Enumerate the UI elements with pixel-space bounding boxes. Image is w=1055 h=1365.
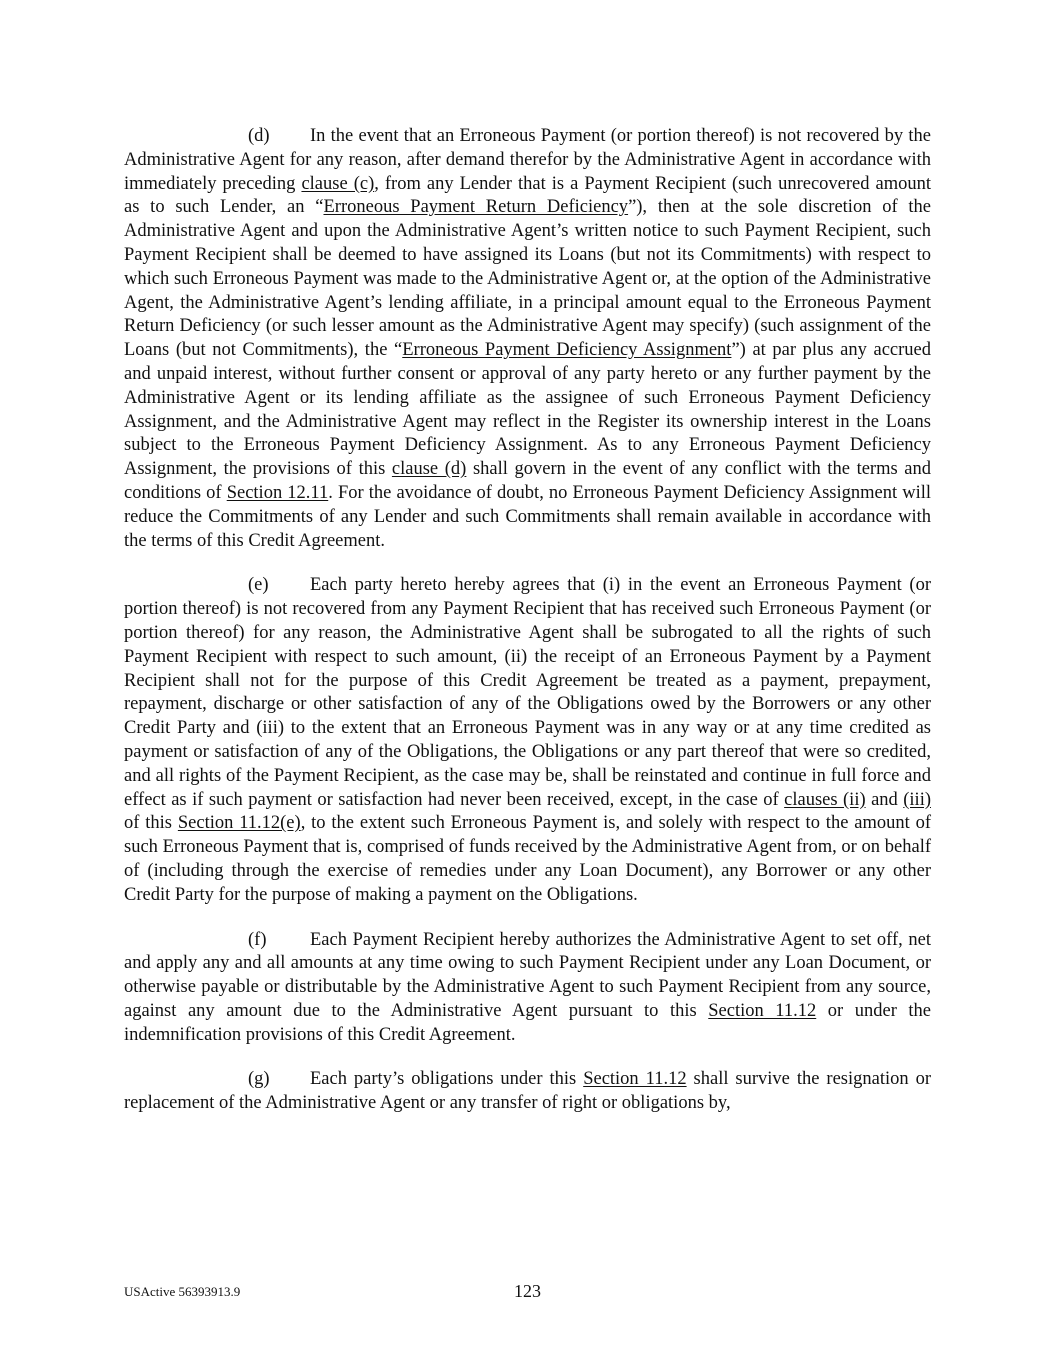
paragraph-g [124,1068,931,1116]
cross-reference: Section 11.12 [708,1000,817,1021]
paragraph-text [124,575,931,904]
cross-reference: clause (c) [301,173,375,194]
paragraph-text [124,1069,931,1113]
paragraph-text [124,126,931,551]
cross-reference: (iii) [903,789,931,810]
text-run: Each party hereto hereby agrees that (i) in the event an Erroneous Payment (or portion thereof) is not recovered from any Payment Recipient that has received such Erroneous Payment (or portion thereof) for any reason, the Administrative Agent shall be subrogated to all the rights of such Payment Recipient with respect to such amount, (ii) the receipt of an Erroneous Payment by a Payment Recipient shall not for the purpose of this Credit Agreement be treated as a payment, prepayment, repayment, discharge or other satisfaction of any of the Obligations owed by the Borrowers or any other Credit Party and (iii) to the extent that an Erroneous Payment was in any way or at any time credited as payment or satisfaction of any of the Obligations, the Obligations or any part thereof that were so credited, and all rights of the Payment Recipient, as the case may be, shall be reinstated and continue in full force and effect as if such payment or satisfaction had never been received, except, in the case of [124,575,931,810]
text-run: or under the indemnification provisions of this Credit Agreement. [124,1000,931,1045]
text-run: , to the extent such Erroneous Payment is, and solely with respect to the amount of such Erroneous Payment that is, comprised of funds received by the Administrative Agent from, or on behalf of (including through the exercise of remedies under any Loan Document), any Borrower or any other Credit Party for the purpose of making a payment on the Obligations. [124,813,932,905]
document-body [124,125,931,1137]
text-run: shall govern in the event of any conflict with the terms and conditions of [124,459,932,503]
text-run: Each party’s obligations under this [310,1069,584,1090]
text-run: and [865,789,904,810]
clause-marker: (d) [248,126,270,146]
paragraph-text [124,930,931,1045]
paragraph-e [124,574,931,907]
text-run: ”) at par plus any accrued and unpaid interest, without further consent or approval of any party hereto or any further payment by the Administrative Agent or its lending affiliate as the assignee of such Erroneous Payment Deficiency Assignment, and the Administrative Agent may reflect in the Register its ownership interest in the Loans subject to the Erroneous Payment Deficiency Assignment. As to any Erroneous Payment Deficiency Assignment, the provisions of this [124,340,931,480]
text-run: In the event that an Erroneous Payment (or portion thereof) is not recovered by the Administrative Agent for any reason, after demand therefor by the Administrative Agent in accordance with immediately preceding [124,126,931,194]
document-id: USActive 56393913.9 [124,1284,241,1299]
cross-reference: Erroneous Payment Return Deficiency [323,197,629,218]
clause-marker: (f) [248,929,267,950]
text-run: of this [124,813,178,834]
text-run: ”), then at the sole discretion of the Administrative Agent and upon the Administrative Agent’s written notice to such Payment Recipient, such Payment Recipient shall be deemed to have assigned its Loans (but not its Commitments) with respect to which such Erroneous Payment was made to the Administrative Agent or, at the option of the Administrative Agent, the Administrative Agent’s lending affiliate, in a principal amount equal to the Erroneous Payment Return Deficiency (or such lesser amount as the Administrative Agent may specify) (such assignment of the Loans (but not Commitments), the “ [124,197,931,361]
text-run: , from any Lender that is a Payment Recipient (such unrecovered amount as to such Lender, an “ [124,173,931,218]
clause-marker: (g) [248,1069,270,1090]
cross-reference: Section 12.11 [226,482,329,503]
cross-reference: clauses (ii) [784,789,866,810]
text-run: shall survive the resignation or replacement of the Administrative Agent or any transfer of right or obligations by, [124,1069,931,1114]
page-number: 123 [514,1281,541,1301]
paragraph-f [124,929,931,1048]
cross-reference: Erroneous Payment Deficiency Assignment [402,340,732,361]
text-run: Each Payment Recipient hereby authorizes the Administrative Agent to set off, net and apply any and all amounts at any time owing to such Payment Recipient under any Loan Document, or otherwise payable or distributable by the Administrative Agent to such Payment Recipient from any source, against any amount due to the Administrative Agent pursuant to this [124,929,931,1021]
cross-reference: Section 11.12 [583,1069,687,1090]
clause-marker: (e) [248,575,269,596]
cross-reference: clause (d) [391,459,467,480]
text-run: . For the avoidance of doubt, no Erroneous Payment Deficiency Assignment will reduce the Commitments of any Lender and such Commitments shall remain available in accordance with the terms of this Credit Agreement. [124,482,931,551]
cross-reference: Section 11.12(e) [177,813,301,834]
paragraph-d [124,125,931,553]
